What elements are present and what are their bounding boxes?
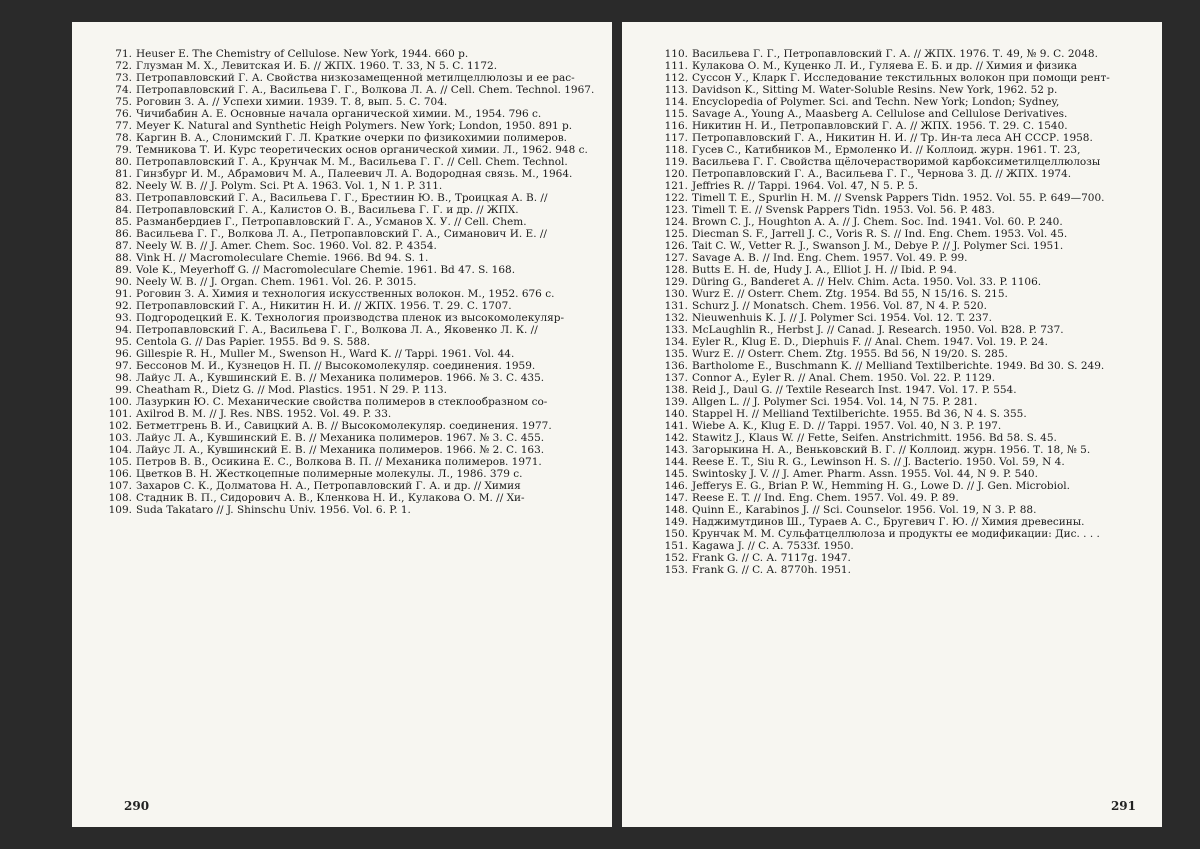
reference-text: Глузман М. Х., Левитская И. Б. // ЖПХ. 1960. Т. 33, N 5. С. 1172. xyxy=(136,60,498,72)
reference-number: 89. xyxy=(115,264,132,276)
reference-text: Savage A. B. // Ind. Eng. Chem. 1957. Vol. 49. P. 99. xyxy=(692,252,968,264)
reference-entry xyxy=(662,372,1144,384)
reference-entry xyxy=(662,528,1144,540)
reference-number: 113. xyxy=(664,84,688,96)
reference-text: Davidson K., Sitting M. Water-Soluble Resins. New York, 1962. 52 p. xyxy=(692,84,1058,96)
reference-number: 151. xyxy=(664,540,688,552)
reference-text: Meyer K. Natural and Synthetic Heigh Polymers. New York; London, 1950. 891 p. xyxy=(136,120,573,132)
reference-number: 98. xyxy=(115,372,132,384)
reference-text: Cheatham R., Dietz G. // Mod. Plastics. 1951. N 29. P. 113. xyxy=(136,384,447,396)
reference-number: 136. xyxy=(664,360,688,372)
reference-entry xyxy=(662,300,1144,312)
reference-entry xyxy=(662,444,1144,456)
right-reference-list xyxy=(622,48,1162,576)
reference-entry xyxy=(662,384,1144,396)
reference-number: 118. xyxy=(664,144,688,156)
reference-number: 93. xyxy=(115,312,132,324)
reference-entry xyxy=(662,180,1144,192)
reference-entry xyxy=(106,300,594,312)
reference-text: Bartholome E., Buschmann K. // Melliand Textilberichte. 1949. Bd 30. S. 249. xyxy=(692,360,1105,372)
reference-text: Axilrod B. M. // J. Res. NBS. 1952. Vol. 49. P. 33. xyxy=(136,408,392,420)
reference-entry xyxy=(662,420,1144,432)
reference-number: 115. xyxy=(664,108,688,120)
reference-number: 110. xyxy=(664,48,688,60)
reference-text: Подгородецкий Е. К. Технология производства пленок из высокомолекуляр- xyxy=(136,312,565,324)
reference-text: Крунчак М. М. Сульфатцеллюлоза и продукты ее модификации: Дис. . . . xyxy=(692,528,1100,540)
reference-text: Бетметгрень В. И., Савицкий А. В. // Высокомолекуляр. соединения. 1977. xyxy=(136,420,552,432)
reference-text: Загорыкина Н. А., Веньковский В. Г. // Коллоид. журн. 1956. Т. 18, № 5. xyxy=(692,444,1091,456)
reference-text: Чичибабин А. Е. Основные начала органической химии. М., 1954. 796 с. xyxy=(136,108,542,120)
reference-entry xyxy=(106,60,594,72)
reference-entry xyxy=(106,84,594,96)
reference-number: 152. xyxy=(664,552,688,564)
reference-number: 112. xyxy=(664,72,688,84)
reference-text: Reese E. T., Siu R. G., Lewinson H. S. // J. Bacterio. 1950. Vol. 59, N 4. xyxy=(692,456,1065,468)
reference-number: 90. xyxy=(115,276,132,288)
reference-entry xyxy=(662,432,1144,444)
reference-number: 138. xyxy=(664,384,688,396)
reference-entry xyxy=(106,336,594,348)
reference-entry xyxy=(662,288,1144,300)
reference-entry xyxy=(106,276,594,288)
reference-entry xyxy=(662,204,1144,216)
reference-entry xyxy=(106,252,594,264)
reference-entry xyxy=(106,288,594,300)
reference-number: 148. xyxy=(664,504,688,516)
reference-entry xyxy=(662,156,1144,168)
reference-entry xyxy=(662,480,1144,492)
reference-entry xyxy=(106,492,594,504)
reference-entry xyxy=(106,480,594,492)
reference-text: Петропавловский Г. А., Васильева Г. Г., Брестиин Ю. В., Троицкая А. В. // xyxy=(136,192,548,204)
reference-text: Brown C. J., Houghton A. A. // J. Chem. Soc. Ind. 1941. Vol. 60. P. 240. xyxy=(692,216,1063,228)
reference-text: Гинзбург И. М., Абрамович М. А., Палеевич Л. А. Водородная связь. М., 1964. xyxy=(136,168,573,180)
reference-number: 146. xyxy=(664,480,688,492)
reference-entry xyxy=(662,264,1144,276)
reference-number: 131. xyxy=(664,300,688,312)
reference-entry xyxy=(106,396,594,408)
reference-text: Allgen L. // J. Polymer Sci. 1954. Vol. 14, N 75. P. 281. xyxy=(692,396,978,408)
reference-number: 82. xyxy=(115,180,132,192)
reference-number: 132. xyxy=(664,312,688,324)
reference-number: 124. xyxy=(664,216,688,228)
reference-number: 78. xyxy=(115,132,132,144)
reference-number: 119. xyxy=(664,156,688,168)
reference-number: 108. xyxy=(108,492,132,504)
reference-text: Роговин З. А. // Успехи химии. 1939. Т. 8, вып. 5. С. 704. xyxy=(136,96,448,108)
reference-number: 91. xyxy=(115,288,132,300)
reference-number: 117. xyxy=(664,132,688,144)
reference-text: Цветков В. Н. Жесткоцепные полимерные молекулы. Л., 1986. 379 с. xyxy=(136,468,523,480)
reference-number: 76. xyxy=(115,108,132,120)
reference-entry xyxy=(106,216,594,228)
reference-text: Лазуркин Ю. С. Механические свойства полимеров в стеклообразном со- xyxy=(136,396,548,408)
reference-number: 126. xyxy=(664,240,688,252)
reference-entry xyxy=(106,180,594,192)
reference-entry xyxy=(106,120,594,132)
reference-number: 106. xyxy=(108,468,132,480)
reference-entry xyxy=(106,420,594,432)
reference-number: 73. xyxy=(115,72,132,84)
reference-entry xyxy=(662,564,1144,576)
reference-number: 122. xyxy=(664,192,688,204)
reference-entry xyxy=(106,240,594,252)
reference-text: Захаров С. К., Долматова Н. А., Петропавловский Г. А. и др. // Химия xyxy=(136,480,521,492)
reference-number: 128. xyxy=(664,264,688,276)
reference-number: 129. xyxy=(664,276,688,288)
reference-entry xyxy=(662,240,1144,252)
reference-number: 84. xyxy=(115,204,132,216)
reference-number: 80. xyxy=(115,156,132,168)
reference-text: Каргин В. А., Слонимский Г. Л. Краткие очерки по физикохимии полимеров. xyxy=(136,132,568,144)
reference-entry xyxy=(662,120,1144,132)
reference-entry xyxy=(662,552,1144,564)
reference-text: Кулакова О. М., Куценко Л. И., Гуляева Е. Б. и др. // Химия и физика xyxy=(692,60,1077,72)
right-page-number: 291 xyxy=(1110,799,1136,813)
reference-entry xyxy=(662,72,1144,84)
reference-number: 107. xyxy=(108,480,132,492)
reference-entry xyxy=(662,540,1144,552)
reference-number: 153. xyxy=(664,564,688,576)
reference-entry xyxy=(662,360,1144,372)
reference-number: 141. xyxy=(664,420,688,432)
reference-text: Heuser E. The Chemistry of Cellulose. New York, 1944. 660 p. xyxy=(136,48,469,60)
reference-text: Vink H. // Macromoleculare Chemie. 1966. Bd 94. S. 1. xyxy=(136,252,429,264)
reference-number: 79. xyxy=(115,144,132,156)
reference-text: Лайус Л. А., Кувшинский Е. В. // Механика полимеров. 1966. № 3. С. 435. xyxy=(136,372,545,384)
reference-text: Tait C. W., Vetter R. J., Swanson J. M., Debye P. // J. Polymer Sci. 1951. xyxy=(692,240,1064,252)
reference-number: 85. xyxy=(115,216,132,228)
reference-number: 94. xyxy=(115,324,132,336)
reference-entry xyxy=(106,48,594,60)
reference-entry xyxy=(662,516,1144,528)
reference-text: Петропавловский Г. А., Калистов О. В., Васильева Г. Г. и др. // ЖПХ. xyxy=(136,204,519,216)
reference-entry xyxy=(106,432,594,444)
left-page-number: 290 xyxy=(124,799,150,813)
reference-entry xyxy=(106,228,594,240)
reference-text: Schurz J. // Monatsch. Chem. 1956. Vol. 87, N 4. P. 520. xyxy=(692,300,987,312)
reference-number: 102. xyxy=(108,420,132,432)
reference-text: Роговин З. А. Химия и технология искусственных волокон. М., 1952. 676 с. xyxy=(136,288,555,300)
reference-number: 100. xyxy=(108,396,132,408)
reference-entry xyxy=(662,492,1144,504)
reference-text: Butts E. H. de, Hudy J. A., Elliot J. H. // Ibid. P. 94. xyxy=(692,264,957,276)
reference-text: Encyclopedia of Polymer. Sci. and Techn. New York; London; Sydney, xyxy=(692,96,1060,108)
reference-text: Stawitz J., Klaus W. // Fette, Seifen. Anstrichmitt. 1956. Bd 58. S. 45. xyxy=(692,432,1057,444)
reference-text: Frank G. // C. A. 8770h. 1951. xyxy=(692,564,851,576)
reference-entry xyxy=(662,144,1144,156)
reference-number: 127. xyxy=(664,252,688,264)
reference-text: Темникова Т. И. Курс теоретических основ органической химии. Л., 1962. 948 с. xyxy=(136,144,588,156)
reference-text: Wurz E. // Osterr. Chem. Ztg. 1955. Bd 56, N 19/20. S. 285. xyxy=(692,348,1008,360)
reference-entry xyxy=(662,192,1144,204)
reference-text: Centola G. // Das Papier. 1955. Bd 9. S. 588. xyxy=(136,336,371,348)
reference-text: Connor A., Eyler R. // Anal. Chem. 1950. Vol. 22. P. 1129. xyxy=(692,372,996,384)
reference-number: 97. xyxy=(115,360,132,372)
reference-text: Düring G., Banderet A. // Helv. Chim. Acta. 1950. Vol. 33. P. 1106. xyxy=(692,276,1042,288)
reference-text: Петропавловский Г. А., Крунчак М. М., Васильева Г. Г. // Cell. Chem. Technol. xyxy=(136,156,568,168)
reference-text: Eyler R., Klug E. D., Diephuis F. // Anal. Chem. 1947. Vol. 19. P. 24. xyxy=(692,336,1048,348)
reference-entry xyxy=(662,252,1144,264)
reference-entry xyxy=(662,504,1144,516)
reference-text: Wiebe A. K., Klug E. D. // Tappi. 1957. Vol. 40, N 3. P. 197. xyxy=(692,420,1002,432)
reference-number: 95. xyxy=(115,336,132,348)
reference-text: Бессонов М. И., Кузнецов Н. П. // Высокомолекуляр. соединения. 1959. xyxy=(136,360,536,372)
reference-text: Петропавловский Г. А. Свойства низкозамещенной метилцеллюлозы и ее рас- xyxy=(136,72,575,84)
reference-entry xyxy=(662,48,1144,60)
reference-number: 103. xyxy=(108,432,132,444)
reference-text: Quinn E., Karabinos J. // Sci. Counselor. 1956. Vol. 19, N 3. P. 88. xyxy=(692,504,1037,516)
reference-text: Wurz E. // Osterr. Chem. Ztg. 1954. Bd 55, N 15/16. S. 215. xyxy=(692,288,1008,300)
reference-text: Суссон У., Кларк Г. Исследование текстильных волокон при помощи рент- xyxy=(692,72,1110,84)
reference-text: Reese E. T. // Ind. Eng. Chem. 1957. Vol. 49. P. 89. xyxy=(692,492,959,504)
reference-number: 133. xyxy=(664,324,688,336)
reference-text: Stappel H. // Melliand Textilberichte. 1955. Bd 36, N 4. S. 355. xyxy=(692,408,1027,420)
reference-entry xyxy=(662,312,1144,324)
reference-number: 120. xyxy=(664,168,688,180)
reference-text: Васильева Г. Г. Свойства щёлочерастворимой карбоксиметилцеллюлозы xyxy=(692,156,1101,168)
reference-number: 92. xyxy=(115,300,132,312)
reference-number: 145. xyxy=(664,468,688,480)
reference-text: Suda Takataro // J. Shinschu Univ. 1956. Vol. 6. P. 1. xyxy=(136,504,411,516)
reference-entry xyxy=(662,228,1144,240)
left-page xyxy=(72,22,612,827)
reference-number: 87. xyxy=(115,240,132,252)
reference-number: 125. xyxy=(664,228,688,240)
reference-entry xyxy=(106,72,594,84)
reference-text: Лайус Л. А., Кувшинский Е. В. // Механика полимеров. 1967. № 3. С. 455. xyxy=(136,432,545,444)
reference-text: Timell T. E., Spurlin H. M. // Svensk Pappers Tidn. 1952. Vol. 55. P. 649—700. xyxy=(692,192,1105,204)
reference-text: Петропавловский Г. А., Васильева Г. Г., Чернова З. Д. // ЖПХ. 1974. xyxy=(692,168,1072,180)
reference-text: Наджимутдинов Ш., Тураев А. С., Бругевич Г. Ю. // Химия древесины. xyxy=(692,516,1085,528)
reference-number: 72. xyxy=(115,60,132,72)
reference-text: Savage A., Young A., Maasberg A. Cellulose and Cellulose Derivatives. xyxy=(692,108,1068,120)
reference-text: Vole K., Meyerhoff G. // Macromoleculare Chemie. 1961. Bd 47. S. 168. xyxy=(136,264,516,276)
reference-entry xyxy=(662,456,1144,468)
reference-entry xyxy=(662,324,1144,336)
reference-entry xyxy=(106,504,594,516)
reference-text: Neely W. B. // J. Organ. Chem. 1961. Vol. 26. P. 3015. xyxy=(136,276,417,288)
right-page xyxy=(622,22,1162,827)
reference-text: Nieuwenhuis K. J. // J. Polymer Sci. 1954. Vol. 12. T. 237. xyxy=(692,312,992,324)
reference-text: Neely W. B. // J. Polym. Sci. Pt A. 1963. Vol. 1, N 1. P. 311. xyxy=(136,180,443,192)
reference-number: 121. xyxy=(664,180,688,192)
reference-entry xyxy=(106,156,594,168)
reference-text: Diecman S. F., Jarrell J. C., Voris R. S. // Ind. Eng. Chem. 1953. Vol. 45. xyxy=(692,228,1068,240)
reference-number: 86. xyxy=(115,228,132,240)
left-reference-list xyxy=(72,48,612,516)
reference-entry xyxy=(662,60,1144,72)
reference-entry xyxy=(662,348,1144,360)
reference-entry xyxy=(662,108,1144,120)
reference-entry xyxy=(106,324,594,336)
reference-number: 147. xyxy=(664,492,688,504)
reference-number: 74. xyxy=(115,84,132,96)
reference-entry xyxy=(106,348,594,360)
reference-number: 123. xyxy=(664,204,688,216)
reference-entry xyxy=(662,336,1144,348)
reference-text: Петропавловский Г. А., Никитин Н. И. // ЖПХ. 1956. Т. 29. С. 1707. xyxy=(136,300,512,312)
reference-entry xyxy=(662,468,1144,480)
reference-entry xyxy=(106,384,594,396)
reference-number: 105. xyxy=(108,456,132,468)
reference-text: Васильева Г. Г., Петропавловский Г. А. // ЖПХ. 1976. Т. 49, № 9. С. 2048. xyxy=(692,48,1098,60)
reference-text: McLaughlin R., Herbst J. // Canad. J. Research. 1950. Vol. B28. P. 737. xyxy=(692,324,1064,336)
reference-number: 111. xyxy=(664,60,688,72)
reference-number: 96. xyxy=(115,348,132,360)
reference-number: 109. xyxy=(108,504,132,516)
reference-number: 101. xyxy=(108,408,132,420)
reference-number: 140. xyxy=(664,408,688,420)
reference-entry xyxy=(662,84,1144,96)
reference-number: 130. xyxy=(664,288,688,300)
reference-entry xyxy=(106,468,594,480)
reference-text: Swintosky J. V. // J. Amer. Pharm. Assn. 1955. Vol. 44, N 9. P. 540. xyxy=(692,468,1038,480)
reference-entry xyxy=(662,132,1144,144)
reference-number: 144. xyxy=(664,456,688,468)
reference-entry xyxy=(662,168,1144,180)
reference-entry xyxy=(662,408,1144,420)
reference-text: Jefferys E. G., Brian P. W., Hemming H. G., Lowe D. // J. Gen. Microbiol. xyxy=(692,480,1070,492)
reference-entry xyxy=(106,192,594,204)
reference-text: Петропавловский Г. А., Васильева Г. Г., Волкова Л. А. // Cell. Chem. Technol. 1967. xyxy=(136,84,594,96)
reference-text: Neely W. B. // J. Amer. Chem. Soc. 1960. Vol. 82. P. 4354. xyxy=(136,240,437,252)
reference-number: 150. xyxy=(664,528,688,540)
reference-text: Петропавловский Г. А., Никитин Н. И. // Тр. Ин-та леса АН СССР. 1958. xyxy=(692,132,1093,144)
reference-text: Гусев С., Катибников М., Ермоленко И. // Коллоид. журн. 1961. Т. 23, xyxy=(692,144,1081,156)
reference-entry xyxy=(106,360,594,372)
reference-number: 81. xyxy=(115,168,132,180)
reference-text: Петропавловский Г. А., Васильева Г. Г., Волкова Л. А., Яковенко Л. К. // xyxy=(136,324,538,336)
reference-number: 99. xyxy=(115,384,132,396)
reference-text: Timell T. E. // Svensk Pappers Tidn. 1953. Vol. 56. P. 483. xyxy=(692,204,995,216)
reference-number: 149. xyxy=(664,516,688,528)
reference-text: Никитин Н. И., Петропавловский Г. А. // ЖПХ. 1956. Т. 29. С. 1540. xyxy=(692,120,1068,132)
reference-entry xyxy=(106,108,594,120)
reference-number: 116. xyxy=(664,120,688,132)
reference-entry xyxy=(106,96,594,108)
reference-entry xyxy=(106,312,594,324)
reference-number: 83. xyxy=(115,192,132,204)
reference-entry xyxy=(106,204,594,216)
reference-number: 139. xyxy=(664,396,688,408)
reference-text: Frank G. // C. A. 7117g. 1947. xyxy=(692,552,851,564)
reference-number: 114. xyxy=(664,96,688,108)
reference-number: 142. xyxy=(664,432,688,444)
reference-text: Jeffries R. // Tappi. 1964. Vol. 47, N 5. P. 5. xyxy=(692,180,919,192)
reference-number: 134. xyxy=(664,336,688,348)
reference-entry xyxy=(106,168,594,180)
reference-number: 71. xyxy=(115,48,132,60)
reference-entry xyxy=(106,144,594,156)
reference-entry xyxy=(106,444,594,456)
reference-entry xyxy=(662,216,1144,228)
reference-entry xyxy=(106,132,594,144)
reference-text: Kagawa J. // C. A. 7533f. 1950. xyxy=(692,540,854,552)
reference-number: 77. xyxy=(115,120,132,132)
reference-text: Разманбердиев Г., Петропавловский Г. А., Усманов Х. У. // Cell. Chem. xyxy=(136,216,527,228)
reference-text: Лайус Л. А., Кувшинский Е. В. // Механика полимеров. 1966. № 2. С. 163. xyxy=(136,444,545,456)
reference-number: 135. xyxy=(664,348,688,360)
reference-entry xyxy=(106,264,594,276)
reference-number: 137. xyxy=(664,372,688,384)
reference-number: 88. xyxy=(115,252,132,264)
reference-entry xyxy=(662,276,1144,288)
reference-text: Васильева Г. Г., Волкова Л. А., Петропавловский Г. А., Симанович И. Е. // xyxy=(136,228,547,240)
reference-number: 143. xyxy=(664,444,688,456)
reference-text: Gillespie R. H., Muller M., Swenson H., Ward K. // Tappi. 1961. Vol. 44. xyxy=(136,348,515,360)
reference-number: 75. xyxy=(115,96,132,108)
reference-text: Петров В. В., Осикина Е. С., Волкова В. П. // Механика полимеров. 1971. xyxy=(136,456,542,468)
reference-text: Reid J., Daul G. // Textile Research Inst. 1947. Vol. 17. P. 554. xyxy=(692,384,1017,396)
reference-number: 104. xyxy=(108,444,132,456)
reference-entry xyxy=(106,408,594,420)
reference-entry xyxy=(662,396,1144,408)
reference-text: Стадник В. П., Сидорович А. В., Кленкова Н. И., Кулакова О. М. // Хи- xyxy=(136,492,525,504)
reference-entry xyxy=(106,372,594,384)
reference-entry xyxy=(106,456,594,468)
reference-entry xyxy=(662,96,1144,108)
